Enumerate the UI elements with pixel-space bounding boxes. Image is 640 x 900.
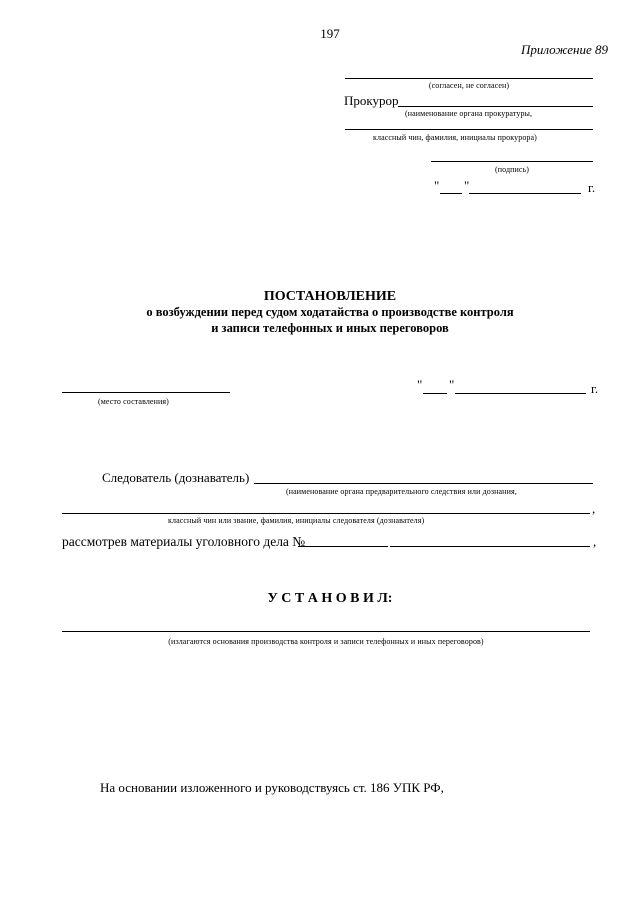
place-line[interactable] [62,392,230,393]
document-subtitle-line-2: и записи телефонных и иных переговоров [211,321,449,335]
date-day-line[interactable] [423,393,447,394]
document-subtitle-line-1: о возбуждении перед судом ходатайства о производстве контроля [146,305,514,319]
case-number-extra-line[interactable] [390,546,590,547]
date-quote-open: " [417,377,423,392]
case-text: рассмотрев материалы уголовного дела № [62,534,306,549]
signature-caption: (подпись) [494,165,530,174]
investigator-rank-caption: классный чин или звание, фамилия, инициалы следователя (дознавателя) [168,516,425,525]
date-month-year-line[interactable] [455,393,586,394]
approval-date-quote-open: " [434,178,440,193]
date-year-suffix: г. [591,381,599,396]
prosecutor-label: Прокурор [344,93,399,108]
prosecutor-rank-caption: классный чин, фамилия, инициалы прокурора) [373,133,537,142]
date-quote-close: " [449,377,455,392]
established-heading: У С Т А Н О В И Л: [267,591,393,606]
approval-date-day-line[interactable] [440,193,462,194]
investigator-rank-line[interactable] [62,513,590,514]
appendix-label: Приложение 89 [520,42,608,57]
investigator-label: Следователь (дознаватель) [102,470,250,485]
prosecutor-org-line[interactable] [398,106,593,107]
signature-line[interactable] [431,161,593,162]
investigator-org-caption: (наименование органа предварительного следствия или дознания, [286,487,517,496]
approval-date-quote-close: " [464,178,470,193]
established-caption: (излагаются основания производства контроля и записи телефонных и иных переговоров) [168,637,484,646]
document-title: ПОСТАНОВЛЕНИЕ [263,289,397,304]
agree-caption: (согласен, не согласен) [428,81,510,90]
prosecutor-rank-line[interactable] [345,129,593,130]
case-comma: , [593,534,597,549]
prosecutor-org-caption: (наименование органа прокуратуры, [405,109,533,118]
approval-decision-line[interactable] [345,78,593,79]
approval-year-suffix: г. [588,180,596,195]
investigator-org-line[interactable] [254,483,593,484]
place-caption: (место составления) [98,397,169,406]
basis-text: На основании изложенного и руководствуясь ст. 186 УПК РФ, [100,780,444,795]
established-line[interactable] [62,631,590,632]
case-number-line[interactable] [298,546,388,547]
investigator-trailing-comma: , [592,501,596,516]
approval-date-month-line[interactable] [469,193,581,194]
page-number: 197 [320,26,340,41]
